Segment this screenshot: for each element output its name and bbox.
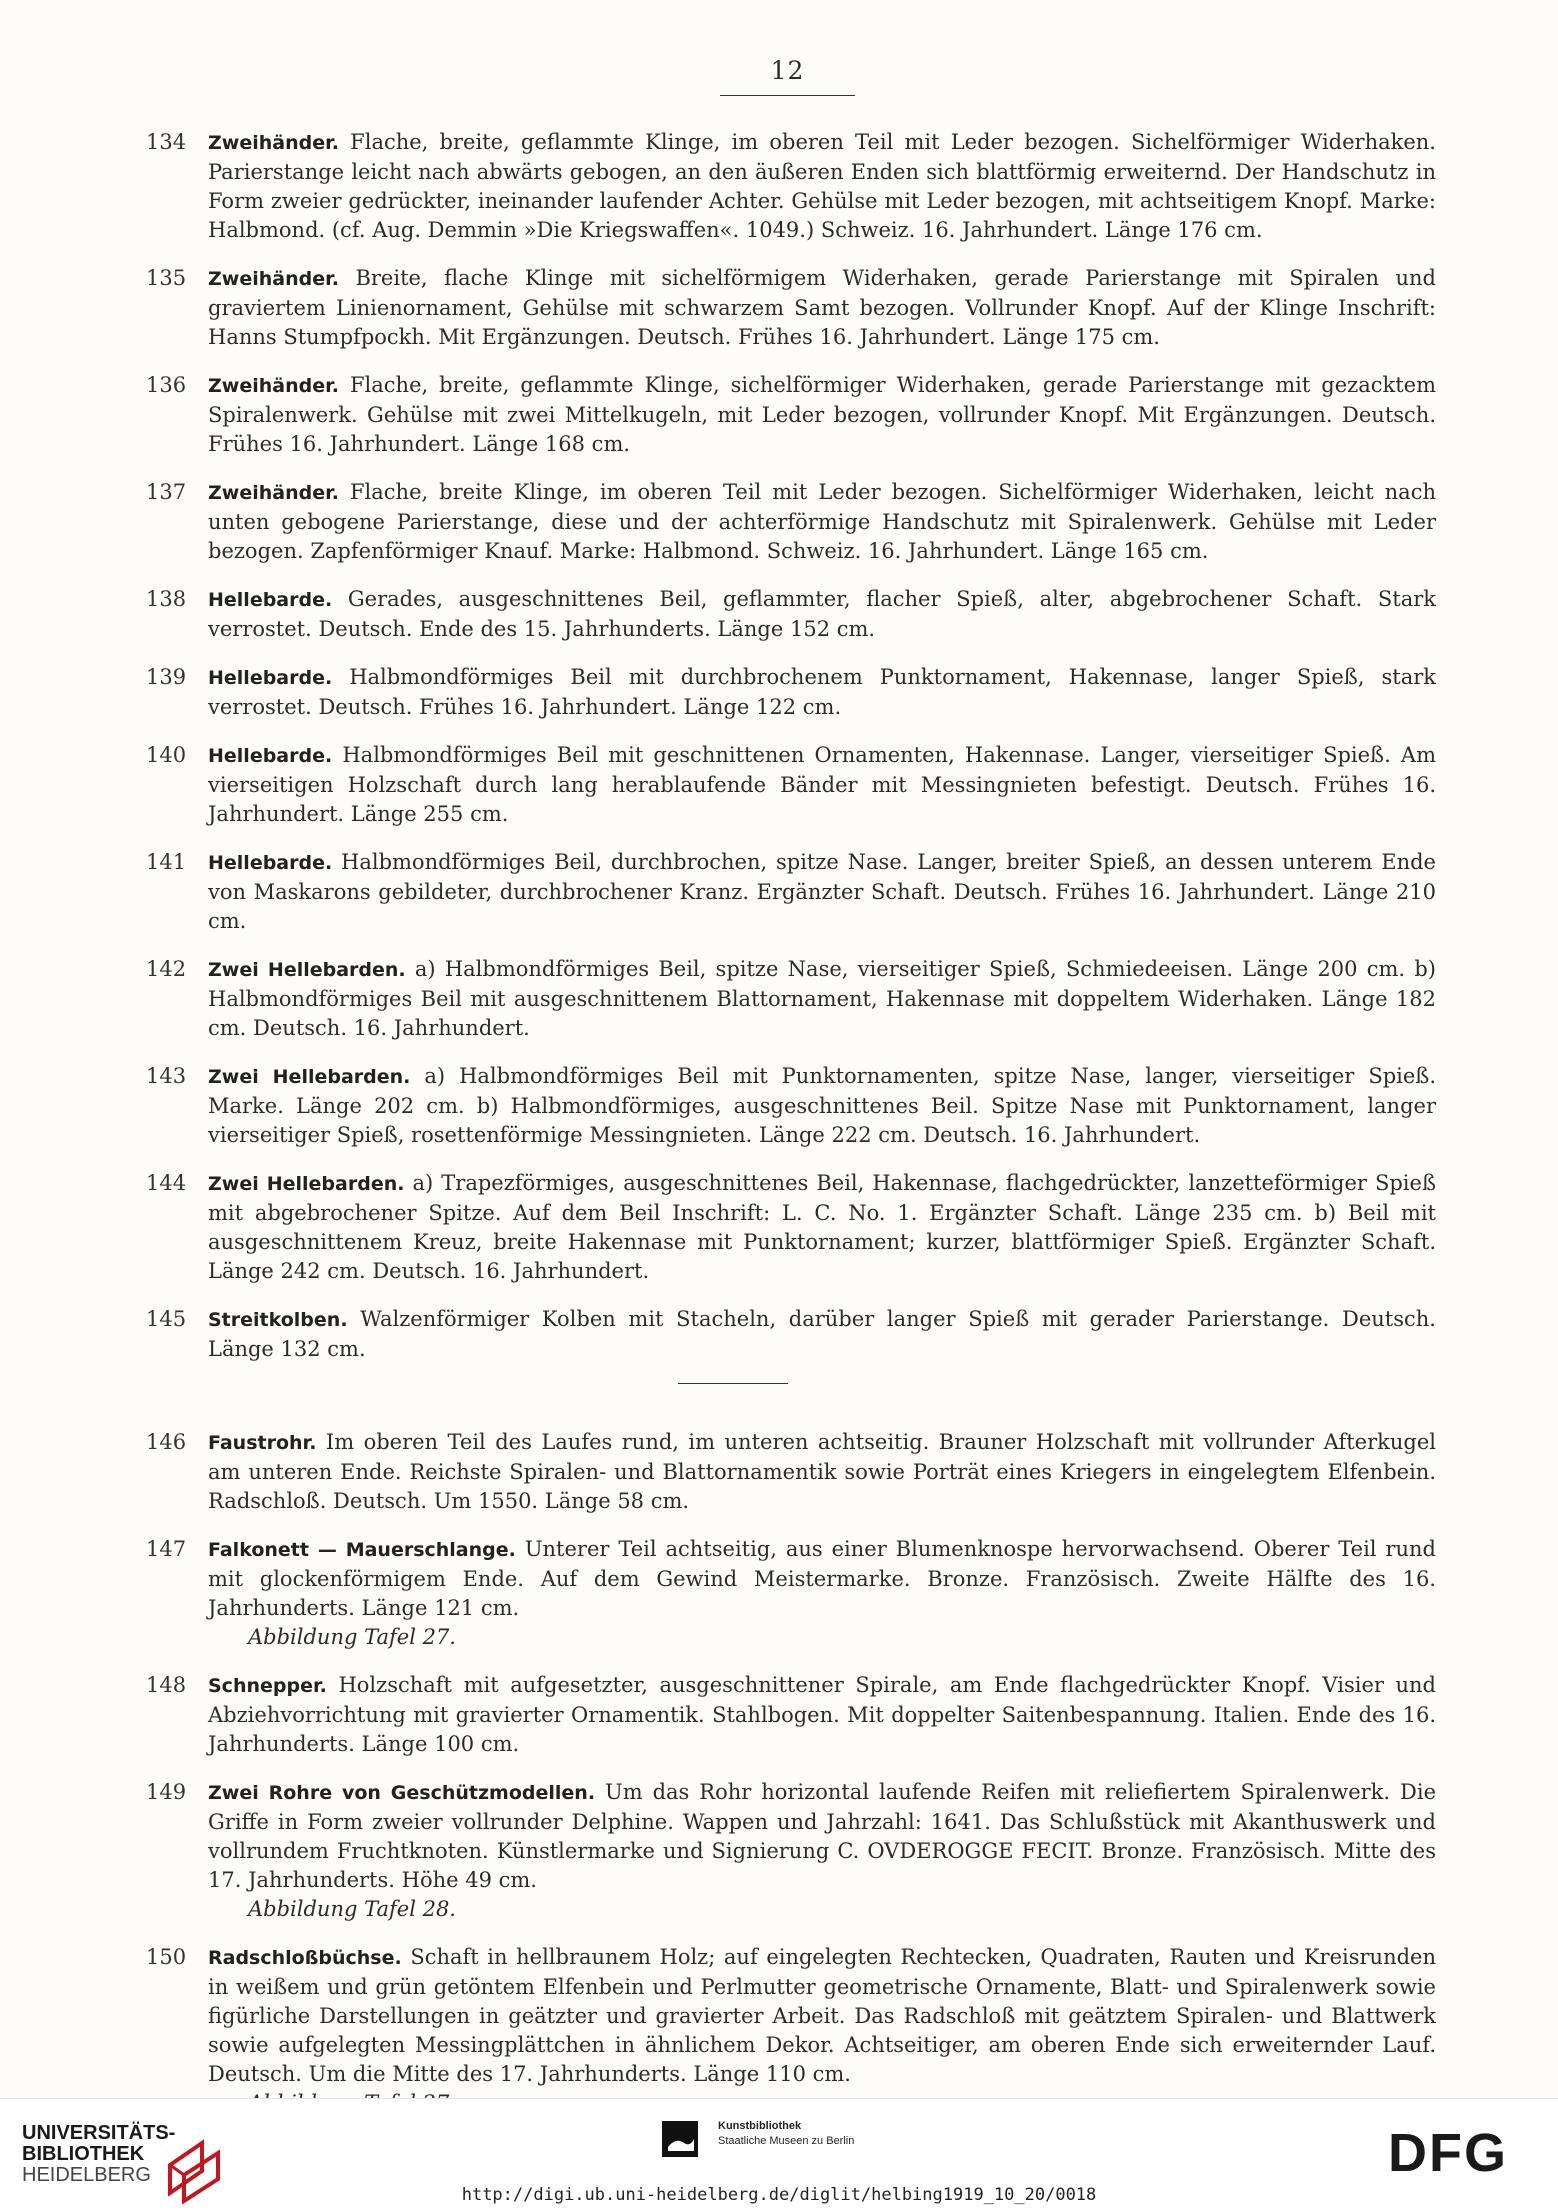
catalog-entry [136, 371, 1436, 459]
entry-body [208, 371, 1436, 459]
entry-number: 148 [146, 1673, 187, 1697]
entry-body [208, 741, 1436, 829]
entry-description: Halbmondförmiges Beil mit durchbrochenem Punktornament, Hakennase, langer Spieß, stark verrostet. Deutsch. Frühes 16. Jahrhundert. Länge 122 cm. [208, 665, 1436, 719]
catalog-entry [136, 741, 1436, 829]
entry-title: Zweihänder. [208, 132, 339, 154]
entry-description: Um das Rohr horizontal laufende Reifen mit reliefiertem Spiralenwerk. Die Griffe in Form zweier vollrunder Delphine. Wappen und Jahrzahl: 1641. Das Schlußstück mit Akanthuswerk und vollrundem Fruchtknoten. Künstlermarke und Signierung C. OVDEROGGE FECIT. Bronze. Französisch. Mitte des 17. Jahrhunderts. Höhe 49 cm. [208, 1780, 1436, 1892]
entry-body [208, 663, 1436, 722]
entry-title: Zwei Hellebarden. [208, 1173, 405, 1195]
entry-title: Faustrohr. [208, 1432, 317, 1454]
entry-number: 142 [146, 957, 187, 981]
entry-description: a) Trapezförmiges, ausgeschnittenes Beil, Hakennase, flachgedrückter, lanzetteförmiger Spieß mit abgebrochener Spitze. Auf dem Beil Inschrift: L. C. No. 1. Ergänzter Schaft. Länge 235 cm. b) Beil mit ausgeschnittenem Kreuz, breite Hakennase mit Punktornament; kurzer, blattförmiger Spieß. Ergänzter Schaft. Länge 242 cm. Deutsch. 16. Jahrhundert. [208, 1171, 1436, 1283]
entry-description: Im oberen Teil des Laufes rund, im unteren achtseitig. Brauner Holzschaft mit vollrunder Afterkugel am unteren Ende. Reichste Spiralen- und Blattornamentik sowie Porträt eines Kriegers in eingelegtem Elfenbein. Radschloß. Deutsch. Um 1550. Länge 58 cm. [208, 1430, 1436, 1513]
entry-body [208, 1169, 1436, 1286]
entry-description: a) Halbmondförmiges Beil, spitze Nase, vierseitiger Spieß, Schmiedeeisen. Länge 200 cm. b) Halbmondförmiges Beil mit ausgeschnittenem Blattornament, Hakennase mit doppeltem Widerhaken. Länge 182 cm. Deutsch. 16. Jahrhundert. [208, 957, 1436, 1040]
catalog-entry [136, 955, 1436, 1043]
dfg-logo-text: DFG [1388, 2127, 1508, 2175]
entry-title: Zwei Hellebarden. [208, 959, 406, 981]
page-number: 12 [720, 56, 855, 96]
entry-title: Schnepper. [208, 1675, 327, 1697]
catalog-group-polearms [136, 128, 1436, 1364]
kb-line-2: Staatliche Museen zu Berlin [718, 2135, 855, 2147]
catalog-entry [136, 1778, 1436, 1924]
entry-body [208, 128, 1436, 245]
catalog-entry [136, 1428, 1436, 1516]
entry-title: Zweihänder. [208, 268, 339, 290]
catalog-group-firearms [136, 1428, 1436, 2118]
source-url[interactable]: http://digi.ub.uni-heidelberg.de/diglit/helbing1919_10_20/0018 [461, 2185, 1097, 2205]
entry-body [208, 264, 1436, 352]
catalog-entry [136, 1943, 1436, 2118]
entry-title: Zweihänder. [208, 375, 339, 397]
entry-number: 136 [146, 373, 187, 397]
catalog-entry [136, 128, 1436, 245]
catalog-list [136, 128, 1436, 2137]
entry-plate-reference: Abbildung Tafel 28. [248, 1897, 456, 1921]
entry-body [208, 585, 1436, 644]
entry-title: Zweihänder. [208, 482, 339, 504]
entry-description: Halbmondförmiges Beil, durchbrochen, spitze Nase. Langer, breiter Spieß, an dessen unterem Ende von Maskarons gebildeter, durchbrochener Kranz. Ergänzter Schaft. Deutsch. Frühes 16. Jahrhundert. Länge 210 cm. [208, 850, 1436, 933]
entry-number: 149 [146, 1780, 187, 1804]
entry-title: Hellebarde. [208, 667, 333, 689]
entry-number: 146 [146, 1430, 187, 1454]
entry-plate-reference: Abbildung Tafel 27. [248, 1625, 456, 1649]
entry-description: Unterer Teil achtseitig, aus einer Blumenknospe hervorwachsend. Oberer Teil rund mit glockenförmigem Ende. Auf dem Gewind Meistermarke. Bronze. Französisch. Zweite Hälfte des 16. Jahrhunderts. Länge 121 cm. [208, 1537, 1436, 1620]
entry-description: Breite, flache Klinge mit sichelförmigem Widerhaken, gerade Parierstange mit Spiralen und graviertem Linienornament, Gehülse mit schwarzem Samt bezogen. Vollrunder Knopf. Auf der Klinge Inschrift: Hanns Stumpfpockh. Mit Ergänzungen. Deutsch. Frühes 16. Jahrhundert. Länge 175 cm. [208, 266, 1436, 349]
catalog-entry [136, 1671, 1436, 1759]
entry-body [208, 848, 1436, 936]
catalog-entry [136, 264, 1436, 352]
entry-body [208, 478, 1436, 566]
catalog-entry [136, 478, 1436, 566]
entry-body [208, 1943, 1436, 2118]
kunstbibliothek-text [718, 2119, 938, 2149]
catalog-entry [136, 1535, 1436, 1652]
catalog-entry [136, 663, 1436, 722]
entry-title: Hellebarde. [208, 589, 333, 611]
catalog-entry [136, 1169, 1436, 1286]
entry-description: Walzenförmiger Kolben mit Stacheln, darüber langer Spieß mit gerader Parierstange. Deutsch. Länge 132 cm. [208, 1307, 1436, 1361]
entry-description: a) Halbmondförmiges Beil mit Punktornamenten, spitze Nase, langer, vierseitiger Spieß. Marke. Länge 202 cm. b) Halbmondförmiges, ausgeschnittenes Beil. Spitze Nase mit Punktornament, langer vierseitiger Spieß, rosettenförmige Messingnieten. Länge 222 cm. Deutsch. 16. Jahrhundert. [208, 1064, 1436, 1147]
ub-line-1: UNIVERSITÄTS- [22, 2122, 176, 2144]
ub-heidelberg-logo[interactable] [22, 2123, 175, 2186]
entry-title: Hellebarde. [208, 852, 333, 874]
entry-number: 134 [146, 130, 187, 154]
entry-number: 143 [146, 1064, 187, 1088]
entry-number: 135 [146, 266, 187, 290]
kb-line-1: Kunstbibliothek [718, 2120, 802, 2132]
entry-description: Flache, breite, geflammte Klinge, sichelförmiger Widerhaken, gerade Parierstange mit gezacktem Spiralenwerk. Gehülse mit zwei Mittelkugeln, mit Leder bezogen, vollrunder Knopf. Mit Ergänzungen. Deutsch. Frühes 16. Jahrhundert. Länge 168 cm. [208, 373, 1436, 456]
entry-description: Flache, breite, geflammte Klinge, im oberen Teil mit Leder bezogen. Sichelförmiger Widerhaken. Parierstange leicht nach abwärts gebogen, an den äußeren Enden sich blattförmig erweiternd. Der Handschutz in Form zweier gedrückter, ineinander laufender Achter. Gehülse mit Leder bezogen, mit achtseitigem Knopf. Marke: Halbmond. (cf. Aug. Demmin »Die Kriegswaffen«. 1049.) Schweiz. 16. Jahrhundert. Länge 176 cm. [208, 130, 1436, 242]
dfg-logo-icon [1388, 2127, 1538, 2175]
entry-number: 138 [146, 587, 187, 611]
entry-number: 147 [146, 1537, 187, 1561]
entry-number: 137 [146, 480, 187, 504]
entry-body [208, 1305, 1436, 1364]
entry-body [208, 1062, 1436, 1150]
dfg-logo[interactable] [1388, 2127, 1538, 2180]
entry-number: 150 [146, 1945, 187, 1969]
entry-number: 145 [146, 1307, 187, 1331]
ub-line-2: BIBLIOTHEK [22, 2143, 145, 2165]
entry-body [208, 1428, 1436, 1516]
page-footer [0, 2098, 1558, 2211]
entry-number: 140 [146, 743, 187, 767]
entry-title: Radschloßbüchse. [208, 1947, 402, 1969]
ub-logo-text [22, 2123, 175, 2186]
catalog-entry [136, 1305, 1436, 1364]
entry-description: Schaft in hellbraunem Holz; auf eingelegten Rechtecken, Quadraten, Rauten und Kreisrunden in weißem und grün getöntem Elfenbein und Perlmutter geometrische Ornamente, Blatt- und Spiralenwerk sowie figürliche Darstellungen in geätzter und gravierter Arbeit. Das Radschloß mit geätztem Spiralen- und Blattwerk sowie aufgelegten Messingplättchen in ähnlichem Dekor. Achtseitiger, am oberen Ende sich erweiternder Lauf. Deutsch. Um die Mitte des 17. Jahrhunderts. Länge 110 cm. [208, 1945, 1436, 2086]
section-divider [678, 1383, 788, 1384]
catalog-entry [136, 585, 1436, 644]
entry-title: Hellebarde. [208, 745, 333, 767]
entry-description: Gerades, ausgeschnittenes Beil, geflammter, flacher Spieß, alter, abgebrochener Schaft. Stark verrostet. Deutsch. Ende des 15. Jahrhunderts. Länge 152 cm. [208, 587, 1436, 641]
entry-description: Holzschaft mit aufgesetzter, ausgeschnittener Spirale, am Ende flachgedrückter Knopf. Visier und Abziehvorrichtung mit gravierter Ornamentik. Stahlbogen. Mit doppelter Saitenbespannung. Italien. Ende des 16. Jahrhunderts. Länge 100 cm. [208, 1673, 1436, 1756]
entry-title: Falkonett — Mauerschlange. [208, 1539, 516, 1561]
entry-description: Halbmondförmiges Beil mit geschnittenen Ornamenten, Hakennase. Langer, vierseitiger Spieß. Am vierseitigen Holzschaft durch lang herablaufende Bänder mit Messingnieten befestigt. Deutsch. Frühes 16. Jahrhundert. Länge 255 cm. [208, 743, 1436, 826]
entry-number: 144 [146, 1171, 187, 1195]
entry-title: Streitkolben. [208, 1309, 348, 1331]
entry-number: 141 [146, 850, 187, 874]
entry-title: Zwei Hellebarden. [208, 1066, 411, 1088]
kunstbibliothek-logo-icon [662, 2121, 698, 2157]
entry-number: 139 [146, 665, 187, 689]
entry-body [208, 1778, 1436, 1924]
entry-body [208, 1671, 1436, 1759]
catalog-entry [136, 848, 1436, 936]
entry-title: Zwei Rohre von Geschützmodellen. [208, 1782, 596, 1804]
entry-body [208, 1535, 1436, 1652]
ub-line-3: HEIDELBERG [22, 2164, 151, 2186]
entry-body [208, 955, 1436, 1043]
entry-description: Flache, breite Klinge, im oberen Teil mit Leder bezogen. Sichelförmiger Widerhaken, leicht nach unten gebogene Parierstange, diese und der achterförmige Handschutz mit Spiralenwerk. Gehülse mit Leder bezogen. Zapfenförmiger Knauf. Marke: Halbmond. Schweiz. 16. Jahrhundert. Länge 165 cm. [208, 480, 1436, 563]
catalog-entry [136, 1062, 1436, 1150]
